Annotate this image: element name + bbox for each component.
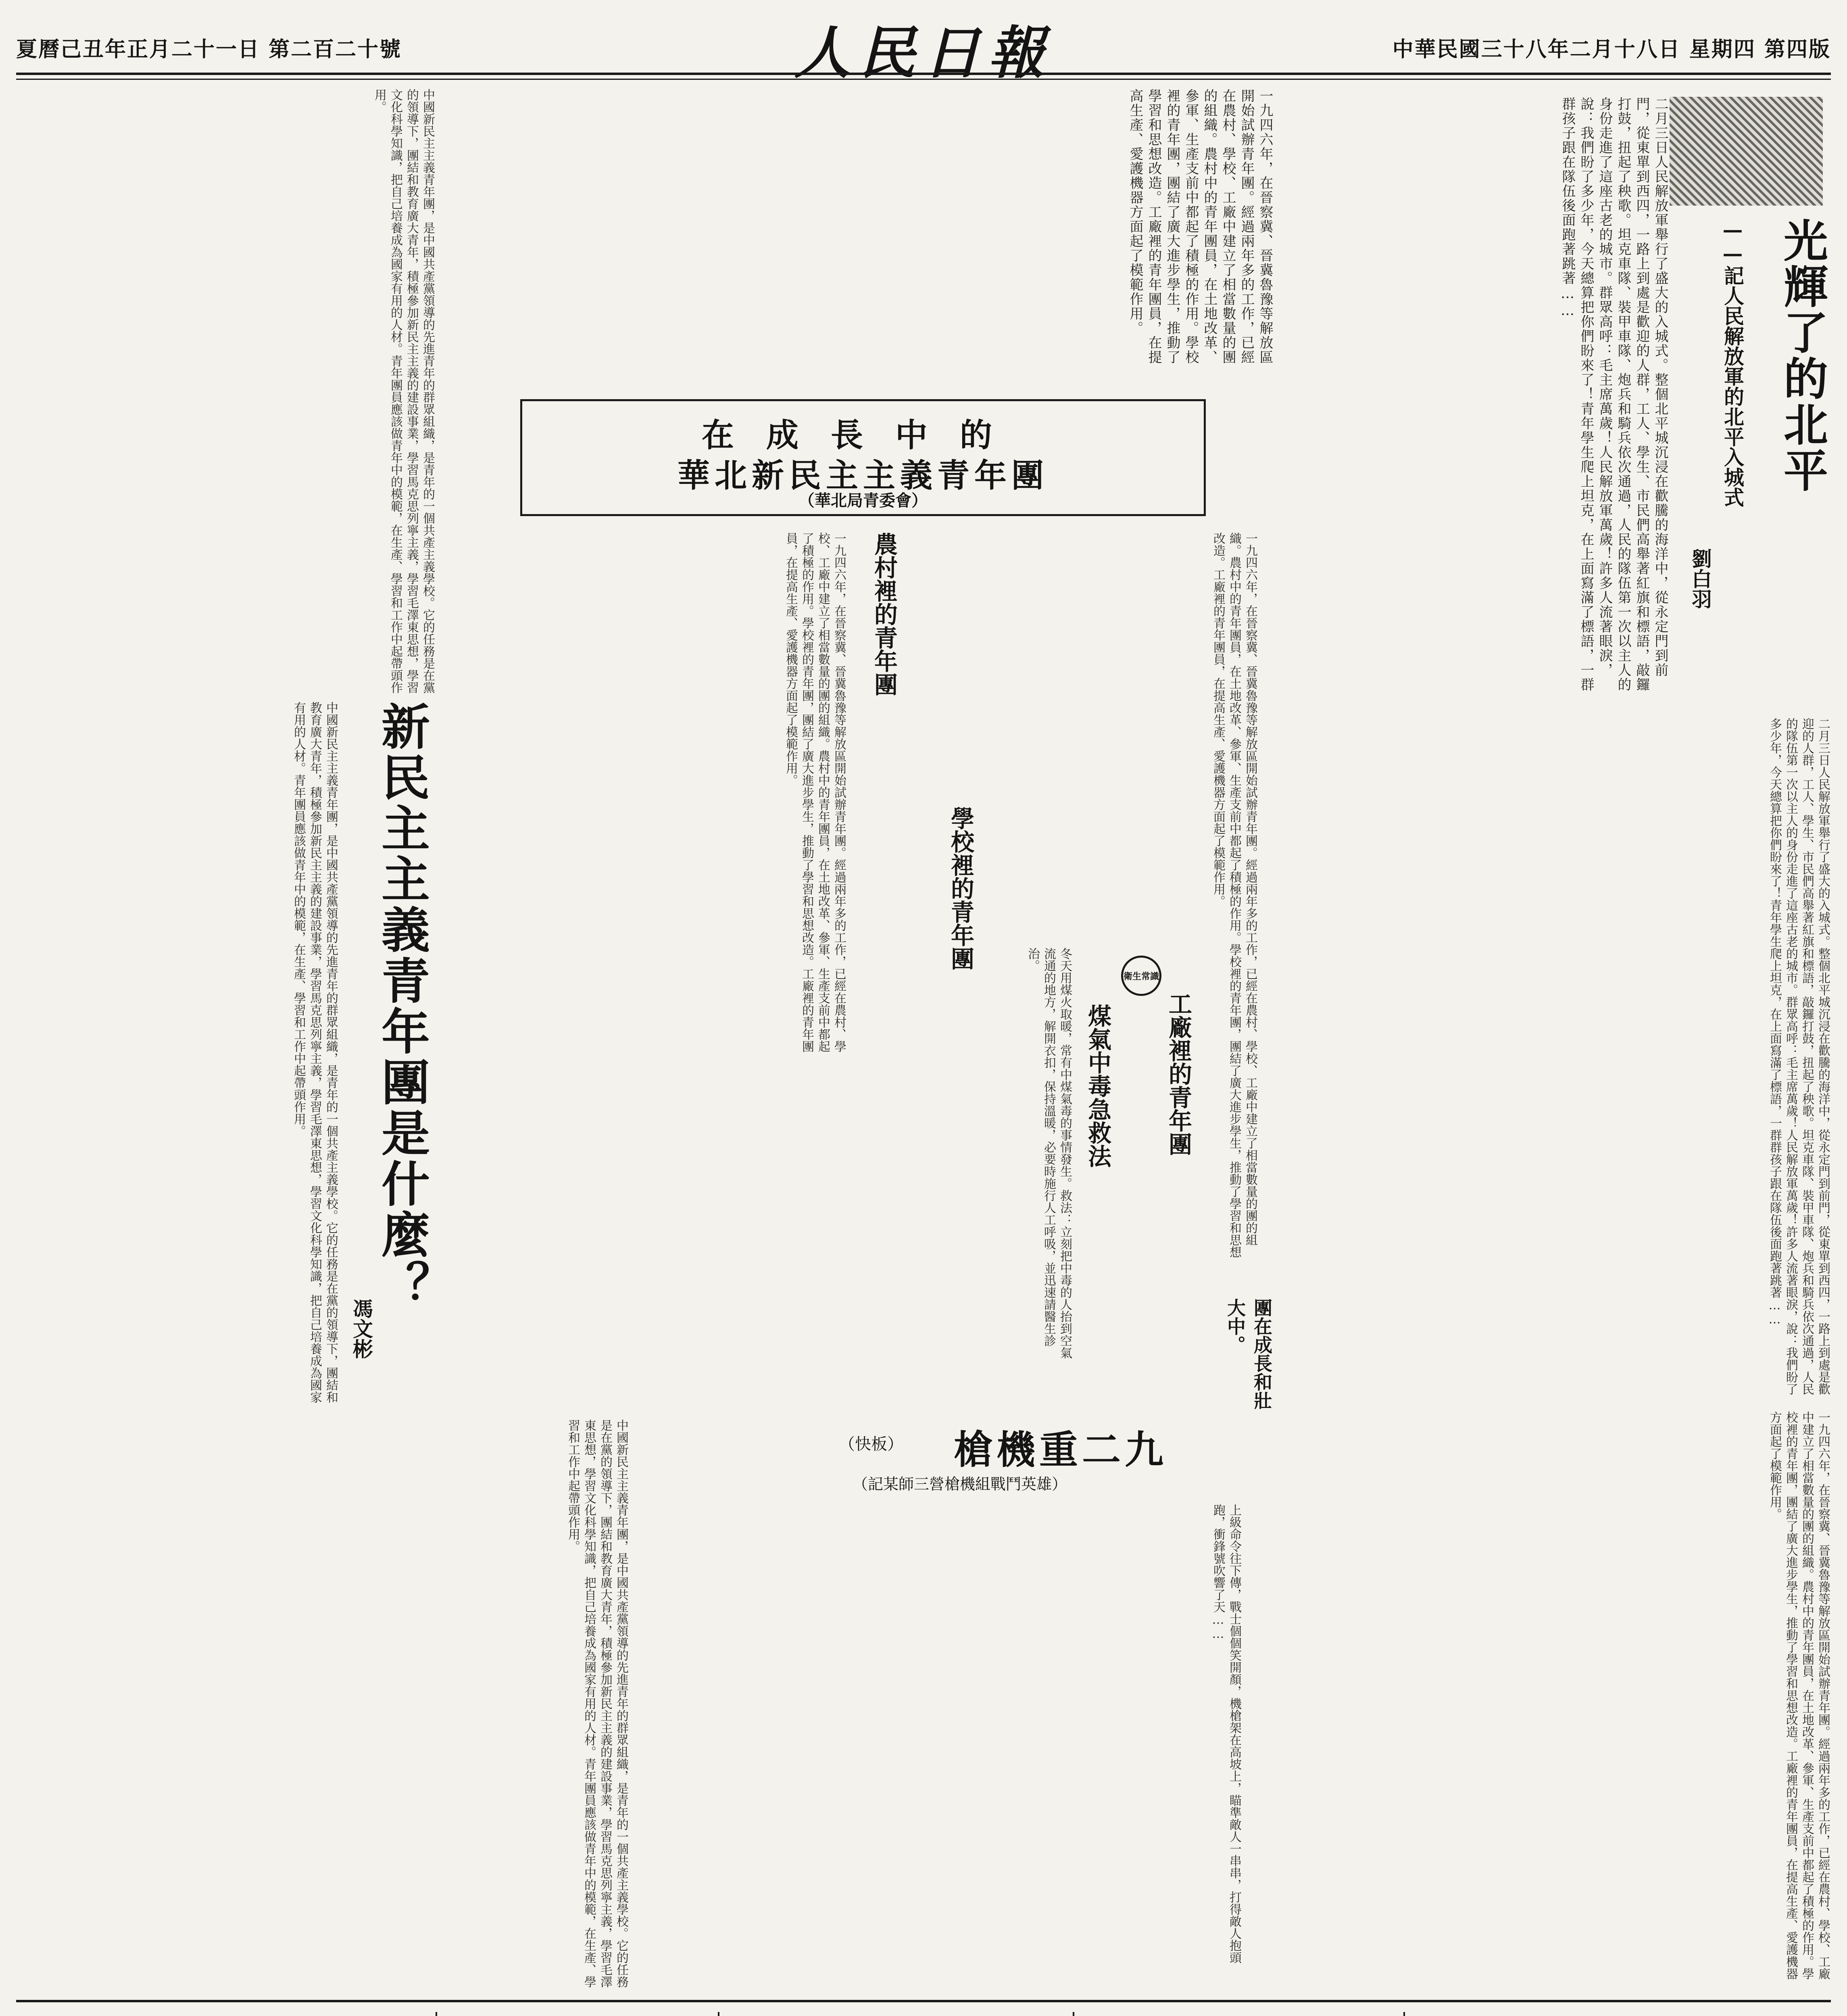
youth-continued: 一九四六年，在晉察冀、晉冀魯豫等解放區開始試辦青年團。經過兩年多的工作，已經在農村、學校、工廠中建立了相當數量的團的組織。農村中的青年團員，在土地改革、參軍、生產支前中都起了積極的作用。學校裡的青年團，團結了廣大進步學生，推動了學習和思想改造。工廠裡的青年團員，在提高生產、愛護機器方面起了模範作用。 <box>1768 1411 1830 1980</box>
youth-column-text-a: 一九四六年，在晉察冀、晉冀魯豫等解放區開始試辦青年團。經過兩年多的工作，已經在農村、學校、工廠中建立了相當數量的團的組織。農村中的青年團員，在土地改革、參軍、生產支前中都起了積極的作用。學校裡的青年團，團結了廣大進步學生，推動了學習和思想改造。工廠裡的青年團員，在提高生產、愛護機器方面起了模範作用。 <box>784 532 846 1052</box>
youth-sub-farm: 農村裡的青年團 <box>870 532 898 696</box>
poem-body: 上級命令往下傳，戰士個個笑開顏，機槍架在高坡上，瞄準敵人一串串，打得敵人抱頭跑，衝鋒號吹響了天…… <box>1211 1504 1241 1964</box>
essay-title: 新民主主義青年團是什麼？ <box>373 702 430 1311</box>
essay-body-top: 中國新民主主義青年團，是中國共產黨領導的先進青年的群眾組織，是青年的一個共產主義學校。它的任務是在黨的領導下，團結和教育廣大青年，積極參加新民主主義的建設事業，學習馬克思列寧主義，學習毛澤東思想，學習文化科學知識，把自己培養成為國家有用的人材。青年團員應該做青年中的模範，在生產、學習和工作中起帶頭作用。 <box>372 89 435 694</box>
feature-illustration <box>1670 97 1823 206</box>
poem-article <box>637 1411 1242 1988</box>
feature-author: 劉白羽 <box>1689 548 1712 609</box>
notice-title: 煤氣中毒急救法 <box>1084 1004 1111 1168</box>
youth-closing: 團在成長和壯大中。 <box>1224 1298 1273 1410</box>
notice-seal-icon: 衛生常識 <box>1121 956 1161 996</box>
poem-title: 槍機重二九 <box>954 1427 1167 1472</box>
youth-source: （華北局青委會） <box>798 491 928 510</box>
poem-tag: （快板） <box>839 1435 903 1454</box>
youth-sub-school: 學校裡的青年團 <box>947 806 974 970</box>
essay-author: 馮文彬 <box>350 1298 373 1359</box>
essay-body-bottom: 中國新民主主義青年團，是中國共產黨領導的先進青年的群眾組織，是青年的一個共產主義學校。它的任務是在黨的領導下，團結和教育廣大青年，積極參加新民主主義的建設事業，學習馬克思列寧主義，學習毛澤東思想，學習文化科學知識，把自己培養成為國家有用的人材。青年團員應該做青年中的模範，在生產、學習和工作中起帶頭作用。 <box>292 702 338 1403</box>
masthead-right-date: 夏曆己丑年正月二十一日 第二百二十號 <box>16 37 402 62</box>
essay-article <box>16 89 436 1419</box>
masthead <box>16 8 1831 86</box>
youth-article-intro: 一九四六年，在晉察冀、晉冀魯豫等解放區開始試辦青年團。經過兩年多的工作，已經在農村、學校、工廠中建立了相當數量的團的組織。農村中的青年團員，在土地改革、參軍、生產支前中都起了積極的作用。學校裡的青年團，團結了廣大進步學生，推動了學習和思想改造。工廠裡的青年團員，在提高生產、愛護機器方面起了模範作用。 <box>1127 89 1273 364</box>
notice-body: 冬天用煤火取暖，常有中煤氣毒的事情發生。救法：立刻把中毒的人抬到空氣流通的地方，解開衣扣，保持溫暖，必要時施行人工呼吸，並迅速請醫生診治。 <box>1026 948 1072 1359</box>
newspaper-logo: 人民日報 <box>794 20 1053 86</box>
youth-title-box <box>520 399 1206 516</box>
youth-column-text-b: 一九四六年，在晉察冀、晉冀魯豫等解放區開始試辦青年團。經過兩年多的工作，已經在農村、學校、工廠中建立了相當數量的團的組織。農村中的青年團員，在土地改革、參軍、生產支前中都起了積極的作用。學校裡的青年團，團結了廣大進步學生，推動了學習和思想改造。工廠裡的青年團員，在提高生產、愛護機器方面起了模範作用。 <box>1211 532 1257 1258</box>
poem-subtitle: （記某師三營槍機組戰鬥英雄） <box>852 1475 1067 1493</box>
feature-body: 二月三日人民解放軍舉行了盛大的入城式。整個北平城沉浸在歡騰的海洋中，從永定門到前門，從東單到西四，一路上到處是歡迎的人群，工人、學生、市民們高舉著紅旗和標語，敲鑼打鼓，扭起了秧歌。坦克車隊、裝甲車隊、炮兵和騎兵依次通過，人民的隊伍第一次以主人的身份走進了這座古老的城市。群眾高呼：毛主席萬歲！人民解放軍萬歲！許多人流著眼淚，說：我們盼了多少年，今天總算把你們盼來了！青年學生爬上坦克，在上面寫滿了標語，一群群孩子跟在隊伍後面跑著跳著…… <box>1559 97 1668 692</box>
essay-continued: 中國新民主主義青年團，是中國共產黨領導的先進青年的群眾組織，是青年的一個共產主義學校。它的任務是在黨的領導下，團結和教育廣大青年，積極參加新民主主義的建設事業，學習馬克思列寧主義，學習毛澤東思想，學習文化科學知識，把自己培養成為國家有用的人材。青年團員應該做青年中的模範，在生產、學習和工作中起帶頭作用。 <box>566 1419 628 1988</box>
youth-sub-factory: 工廠裡的青年團 <box>1165 992 1192 1156</box>
masthead-left-date: 中華民國三十八年二月十八日 星期四 第四版 <box>1392 37 1831 62</box>
youth-title-line1: 在成長中的 <box>702 416 1024 454</box>
feature-continued: 二月三日人民解放軍舉行了盛大的入城式。整個北平城沉浸在歡騰的海洋中，從永定門到前門，從東單到西四，一路上到處是歡迎的人群，工人、學生、市民們高舉著紅旗和標語，敲鑼打鼓，扭起了秧歌。坦克車隊、裝甲車隊、炮兵和騎兵依次通過，人民的隊伍第一次以主人的身份走進了這座古老的城市。群眾高呼：毛主席萬歲！人民解放軍萬歲！許多人流著眼淚，說：我們盼了多少年，今天總算把你們盼來了！青年學生爬上坦克，在上面寫滿了標語，一群群孩子跟在隊伍後面跑著跳著…… <box>1768 718 1830 1395</box>
youth-title-line2: 華北新民主主義青年團 <box>678 456 1049 494</box>
health-notice <box>887 948 1178 1371</box>
feature-subtitle: ——記人民解放軍的北平入城式 <box>1721 218 1745 507</box>
feature-article <box>1282 89 1831 710</box>
feature-title: 光輝了的北平 <box>1776 218 1828 494</box>
